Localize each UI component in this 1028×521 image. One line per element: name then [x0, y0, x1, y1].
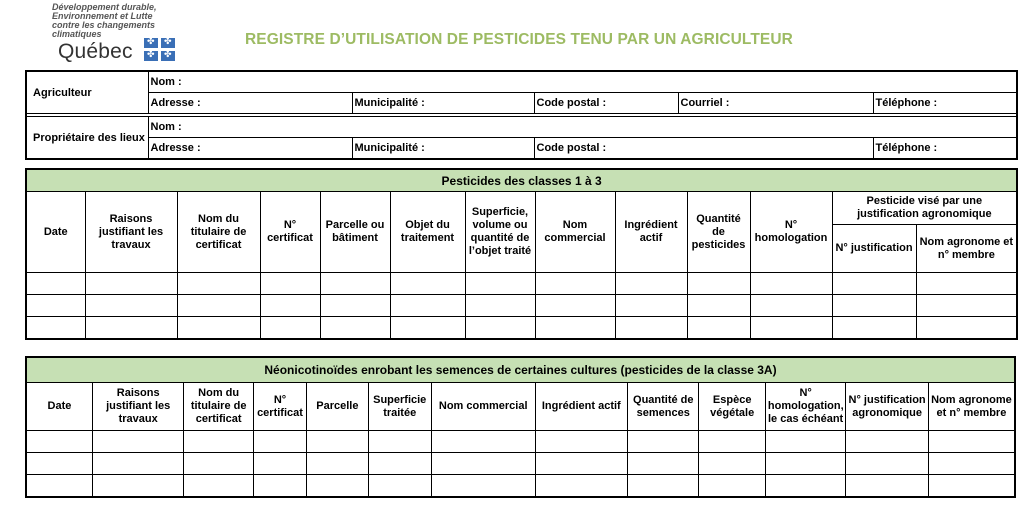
t2-col-commercial-name: Nom commercial: [431, 383, 535, 431]
t1-col-commercial-name: Nom commercial: [535, 192, 615, 273]
table-cell[interactable]: [368, 431, 431, 453]
table-cell[interactable]: [699, 475, 765, 498]
table-cell[interactable]: [26, 273, 85, 295]
table-cell[interactable]: [320, 295, 390, 317]
table-cell[interactable]: [535, 317, 615, 340]
farmer-label: Agriculteur: [26, 71, 148, 114]
table-cell[interactable]: [765, 431, 845, 453]
t1-col-quantity: Quantité de pesticides: [687, 192, 750, 273]
table-cell[interactable]: [832, 295, 916, 317]
t2-col-date: Date: [26, 383, 92, 431]
table-cell[interactable]: [184, 475, 253, 498]
table-row[interactable]: [26, 475, 1015, 498]
table-cell[interactable]: [535, 295, 615, 317]
table-cell[interactable]: [307, 431, 368, 453]
owner-phone-field[interactable]: Téléphone :: [873, 138, 1017, 160]
table-cell[interactable]: [390, 273, 465, 295]
table-cell[interactable]: [465, 295, 535, 317]
owner-label: Propriétaire des lieux: [26, 117, 148, 160]
t1-col-parcel: Parcelle ou bâtiment: [320, 192, 390, 273]
t2-col-agronomist: Nom agronome et n° membre: [928, 383, 1015, 431]
ministry-name: Développement durable, Environnement et Lutte contre les changements climatiques: [52, 2, 157, 39]
table-cell[interactable]: [832, 273, 916, 295]
t2-col-seed-quantity: Quantité de semences: [628, 383, 699, 431]
table-cell[interactable]: [615, 295, 687, 317]
owner-name-field[interactable]: Nom :: [148, 117, 1017, 138]
table2-title: Néonicotinoïdes enrobant les semences de certaines cultures (pesticides de la classe 3A): [26, 357, 1015, 383]
table-cell[interactable]: [431, 453, 535, 475]
table-cell[interactable]: [253, 475, 306, 498]
table-cell[interactable]: [699, 453, 765, 475]
table-cell[interactable]: [177, 295, 260, 317]
neonicotinoids-class-3a-table: [25, 356, 1016, 498]
document-header: [0, 0, 1028, 66]
table-cell[interactable]: [431, 475, 535, 498]
t2-col-surface: Superficie traitée: [368, 383, 431, 431]
t1-col-justification: N° justification: [832, 225, 916, 273]
table-cell[interactable]: [307, 475, 368, 498]
table-cell[interactable]: [253, 431, 306, 453]
table-cell[interactable]: [260, 317, 320, 340]
t2-col-justification: N° justification agronomique: [846, 383, 928, 431]
table-cell[interactable]: [85, 273, 177, 295]
table-cell[interactable]: [535, 475, 628, 498]
t2-col-registration: N° homologation, le cas échéant: [765, 383, 845, 431]
t1-col-holder: Nom du titulaire de certificat: [177, 192, 260, 273]
table-cell[interactable]: [615, 317, 687, 340]
table-cell[interactable]: [26, 453, 92, 475]
table-cell[interactable]: [750, 295, 832, 317]
table-cell[interactable]: [928, 453, 1015, 475]
table-cell[interactable]: [390, 295, 465, 317]
table-row[interactable]: [26, 317, 1017, 340]
table-cell[interactable]: [26, 475, 92, 498]
owner-municipality-field[interactable]: Municipalité :: [352, 138, 534, 160]
table-cell[interactable]: [846, 453, 928, 475]
t1-col-registration: N° homologation: [750, 192, 832, 273]
table-cell[interactable]: [253, 453, 306, 475]
identity-table: [25, 70, 1018, 160]
owner-address-field[interactable]: Adresse :: [148, 138, 352, 160]
farmer-address-field[interactable]: Adresse :: [148, 93, 352, 114]
table-cell[interactable]: [928, 431, 1015, 453]
table-cell[interactable]: [26, 295, 85, 317]
table-cell[interactable]: [535, 431, 628, 453]
t2-col-active-ingredient: Ingrédient actif: [535, 383, 628, 431]
table-cell[interactable]: [260, 273, 320, 295]
table1-title: Pesticides des classes 1 à 3: [26, 169, 1017, 192]
table-cell[interactable]: [535, 273, 615, 295]
table-cell[interactable]: [846, 431, 928, 453]
table-cell[interactable]: [184, 431, 253, 453]
quebec-logo: Québec: [58, 40, 133, 63]
table-cell[interactable]: [390, 317, 465, 340]
farmer-postal-field[interactable]: Code postal :: [534, 93, 678, 114]
table-cell[interactable]: [628, 453, 699, 475]
table-cell[interactable]: [320, 273, 390, 295]
farmer-email-field[interactable]: Courriel :: [678, 93, 873, 114]
table-cell[interactable]: [307, 453, 368, 475]
owner-postal-field[interactable]: Code postal :: [534, 138, 873, 160]
t1-col-active-ingredient: Ingrédient actif: [615, 192, 687, 273]
table-cell[interactable]: [615, 273, 687, 295]
table-cell[interactable]: [832, 317, 916, 340]
t1-col-object: Objet du traitement: [390, 192, 465, 273]
table-cell[interactable]: [916, 317, 1017, 340]
table-cell[interactable]: [177, 273, 260, 295]
table-cell[interactable]: [699, 431, 765, 453]
table-cell[interactable]: [177, 317, 260, 340]
table-cell[interactable]: [628, 431, 699, 453]
table-cell[interactable]: [465, 317, 535, 340]
table-cell[interactable]: [687, 273, 750, 295]
table-cell[interactable]: [26, 431, 92, 453]
pesticides-class-1-3-table: [25, 168, 1018, 340]
table-cell[interactable]: [750, 317, 832, 340]
table-row[interactable]: [26, 453, 1015, 475]
table-cell[interactable]: [687, 317, 750, 340]
farmer-municipality-field[interactable]: Municipalité :: [352, 93, 534, 114]
table-cell[interactable]: [184, 453, 253, 475]
table-cell[interactable]: [765, 453, 845, 475]
t1-col-agronomist: Nom agronome et n° membre: [916, 225, 1017, 273]
table-cell[interactable]: [260, 295, 320, 317]
table-cell[interactable]: [465, 273, 535, 295]
farmer-phone-field[interactable]: Téléphone :: [873, 93, 1017, 114]
t2-col-certificate: N° certificat: [253, 383, 306, 431]
table-cell[interactable]: [687, 295, 750, 317]
quebec-flag-icon: [144, 38, 176, 62]
farmer-name-field[interactable]: Nom :: [148, 71, 1017, 93]
table-cell[interactable]: [628, 475, 699, 498]
t1-col-reasons: Raisons justifiant les travaux: [85, 192, 177, 273]
table-cell[interactable]: [535, 453, 628, 475]
table-cell[interactable]: [368, 475, 431, 498]
t1-col-surface: Superficie, volume ou quantité de l’objet traité: [465, 192, 535, 273]
table-cell[interactable]: [368, 453, 431, 475]
t1-col-group-agronomic: Pesticide visé par une justification agronomique: [832, 192, 1017, 225]
table-row[interactable]: [26, 431, 1015, 453]
t2-col-reasons: Raisons justifiant les travaux: [92, 383, 184, 431]
table-cell[interactable]: [431, 431, 535, 453]
table-cell[interactable]: [916, 295, 1017, 317]
t2-col-plant-species: Espèce végétale: [699, 383, 765, 431]
table-cell[interactable]: [92, 431, 184, 453]
t2-col-parcel: Parcelle: [307, 383, 368, 431]
t1-col-certificate: N° certificat: [260, 192, 320, 273]
table-cell[interactable]: [85, 295, 177, 317]
t2-col-holder: Nom du titulaire de certificat: [184, 383, 253, 431]
document-title: REGISTRE D’UTILISATION DE PESTICIDES TENU PAR UN AGRICULTEUR: [245, 31, 793, 48]
table-cell[interactable]: [765, 475, 845, 498]
table-row[interactable]: [26, 273, 1017, 295]
t1-col-date: Date: [26, 192, 85, 273]
table-cell[interactable]: [92, 475, 184, 498]
table-cell[interactable]: [928, 475, 1015, 498]
table-cell[interactable]: [92, 453, 184, 475]
table-row[interactable]: [26, 295, 1017, 317]
table-cell[interactable]: [750, 273, 832, 295]
table-cell[interactable]: [320, 317, 390, 340]
table-cell[interactable]: [26, 317, 85, 340]
table-cell[interactable]: [846, 475, 928, 498]
table-cell[interactable]: [916, 273, 1017, 295]
table-cell[interactable]: [85, 317, 177, 340]
